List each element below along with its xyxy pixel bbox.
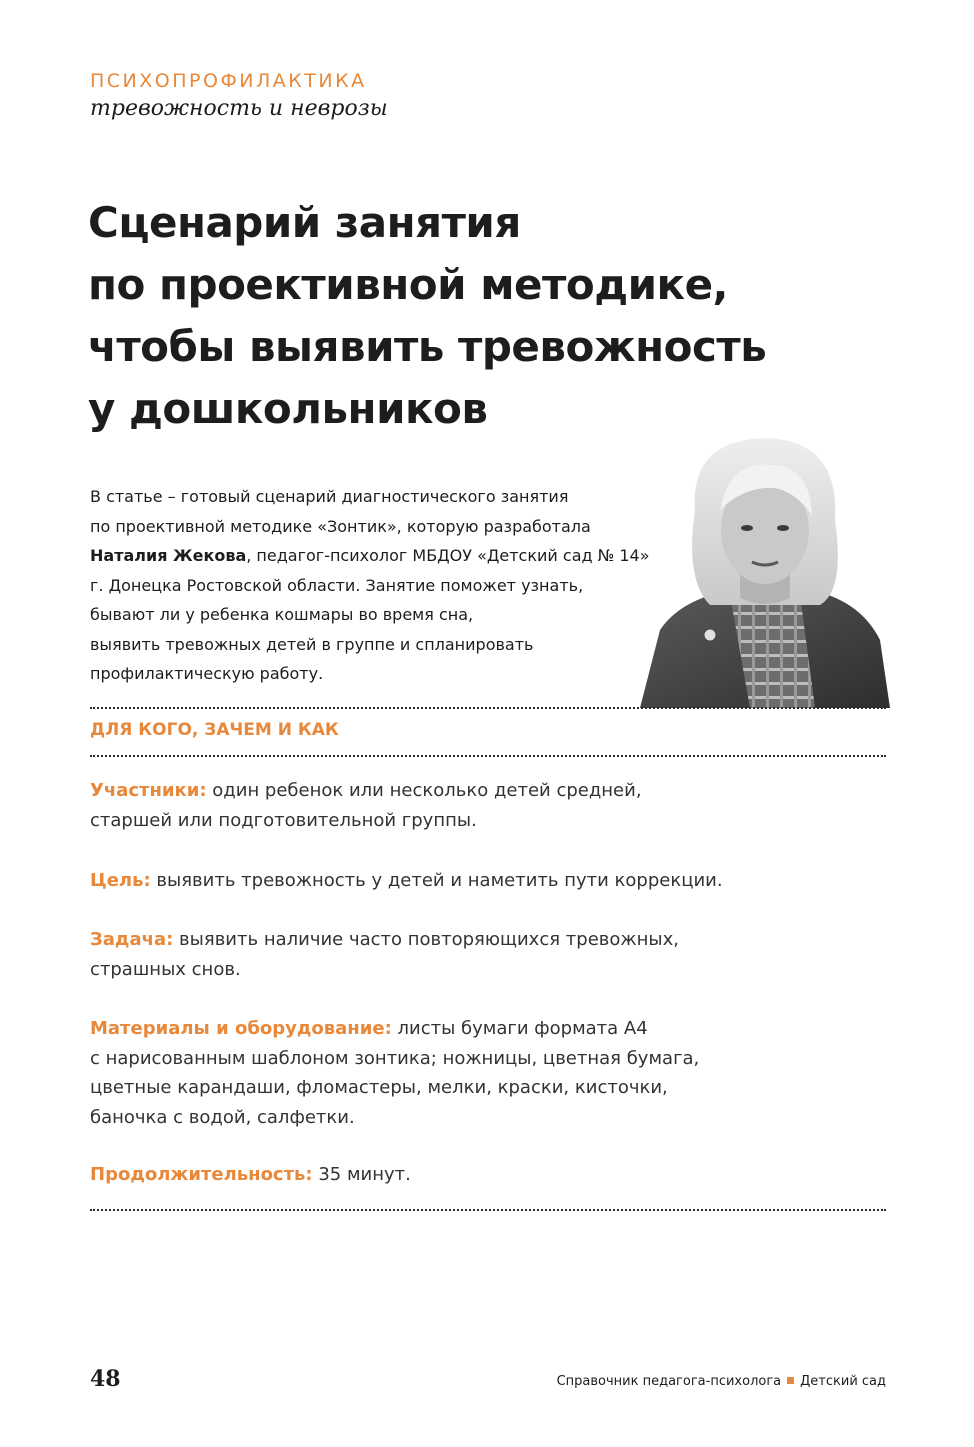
article-lead [90,482,690,689]
materials-line: с нарисованным шаблоном зонтика; ножницы, цветная бумага, [90,1047,700,1069]
materials-label: Материалы и оборудование: [90,1018,392,1039]
journal-title: Справочник педагога-психолога [556,1374,782,1389]
page-number: 48 [90,1366,121,1392]
footer-journal [557,1374,886,1389]
dotted-divider [90,1209,886,1211]
goal-line [90,866,870,896]
journal-edition: Детский сад [800,1374,886,1389]
author-role: , педагог-психолог МБДОУ «Детский сад № 14» [246,546,650,565]
goal-label: Цель: [90,870,151,891]
task-line [90,925,870,955]
lead-line: выявить тревожных детей в группе и спланировать [90,634,534,654]
materials-line: цветные карандаши, фломастеры, мелки, краски, кисточки, [90,1077,668,1098]
subrubric: тревожность и неврозы [90,96,388,121]
lead-line: бывают ли у ребенка кошмары во время сна, [90,605,474,624]
materials-text: листы бумаги формата А4 [391,1018,648,1039]
materials-block [90,1014,870,1132]
duration-label: Продолжительность: [90,1164,313,1185]
duration-block [90,1160,870,1190]
title-line: чтобы выявить тревожность [88,322,767,371]
dotted-divider [90,707,886,709]
materials-line [90,1014,870,1044]
lead-line [90,541,690,571]
task-block [90,925,870,984]
duration-line [90,1160,870,1190]
goal-block [90,866,870,896]
title-line: у дошкольников [88,384,488,433]
participants-block [90,776,870,835]
participants-text: один ребенок или несколько детей средней, [206,780,642,801]
section-heading: ДЛЯ КОГО, ЗАЧЕМ И КАК [90,720,339,740]
lead-line: В статье – готовый сценарий диагностического занятия [90,487,569,506]
title-line: Сценарий занятия [88,198,521,247]
lead-line: г. Донецка Ростовской области. Занятие поможет узнать, [90,575,584,595]
task-label: Задача: [90,929,174,950]
participants-line: старшей или подготовительной группы. [90,809,477,831]
author-name: Наталия Жекова [90,546,247,565]
article-title [88,192,868,440]
goal-text: выявить тревожность у детей и наметить пути коррекции. [150,870,723,891]
rubric: ПСИХОПРОФИЛАКТИКА [90,70,367,92]
dotted-divider [90,755,886,757]
task-line: страшных снов. [90,958,241,980]
materials-line: баночка с водой, салфетки. [90,1106,355,1128]
title-line: по проективной методике, [88,260,729,309]
duration-text: 35 минут. [312,1164,411,1185]
separator-square-icon [787,1377,794,1384]
task-text: выявить наличие часто повторяющихся тревожных, [173,929,679,950]
author-portrait [640,430,890,708]
participants-label: Участники: [90,780,207,801]
lead-line: по проективной методике «Зонтик», которую разработала [90,516,591,536]
lead-line: профилактическую работу. [90,664,324,683]
participants-line [90,776,870,806]
